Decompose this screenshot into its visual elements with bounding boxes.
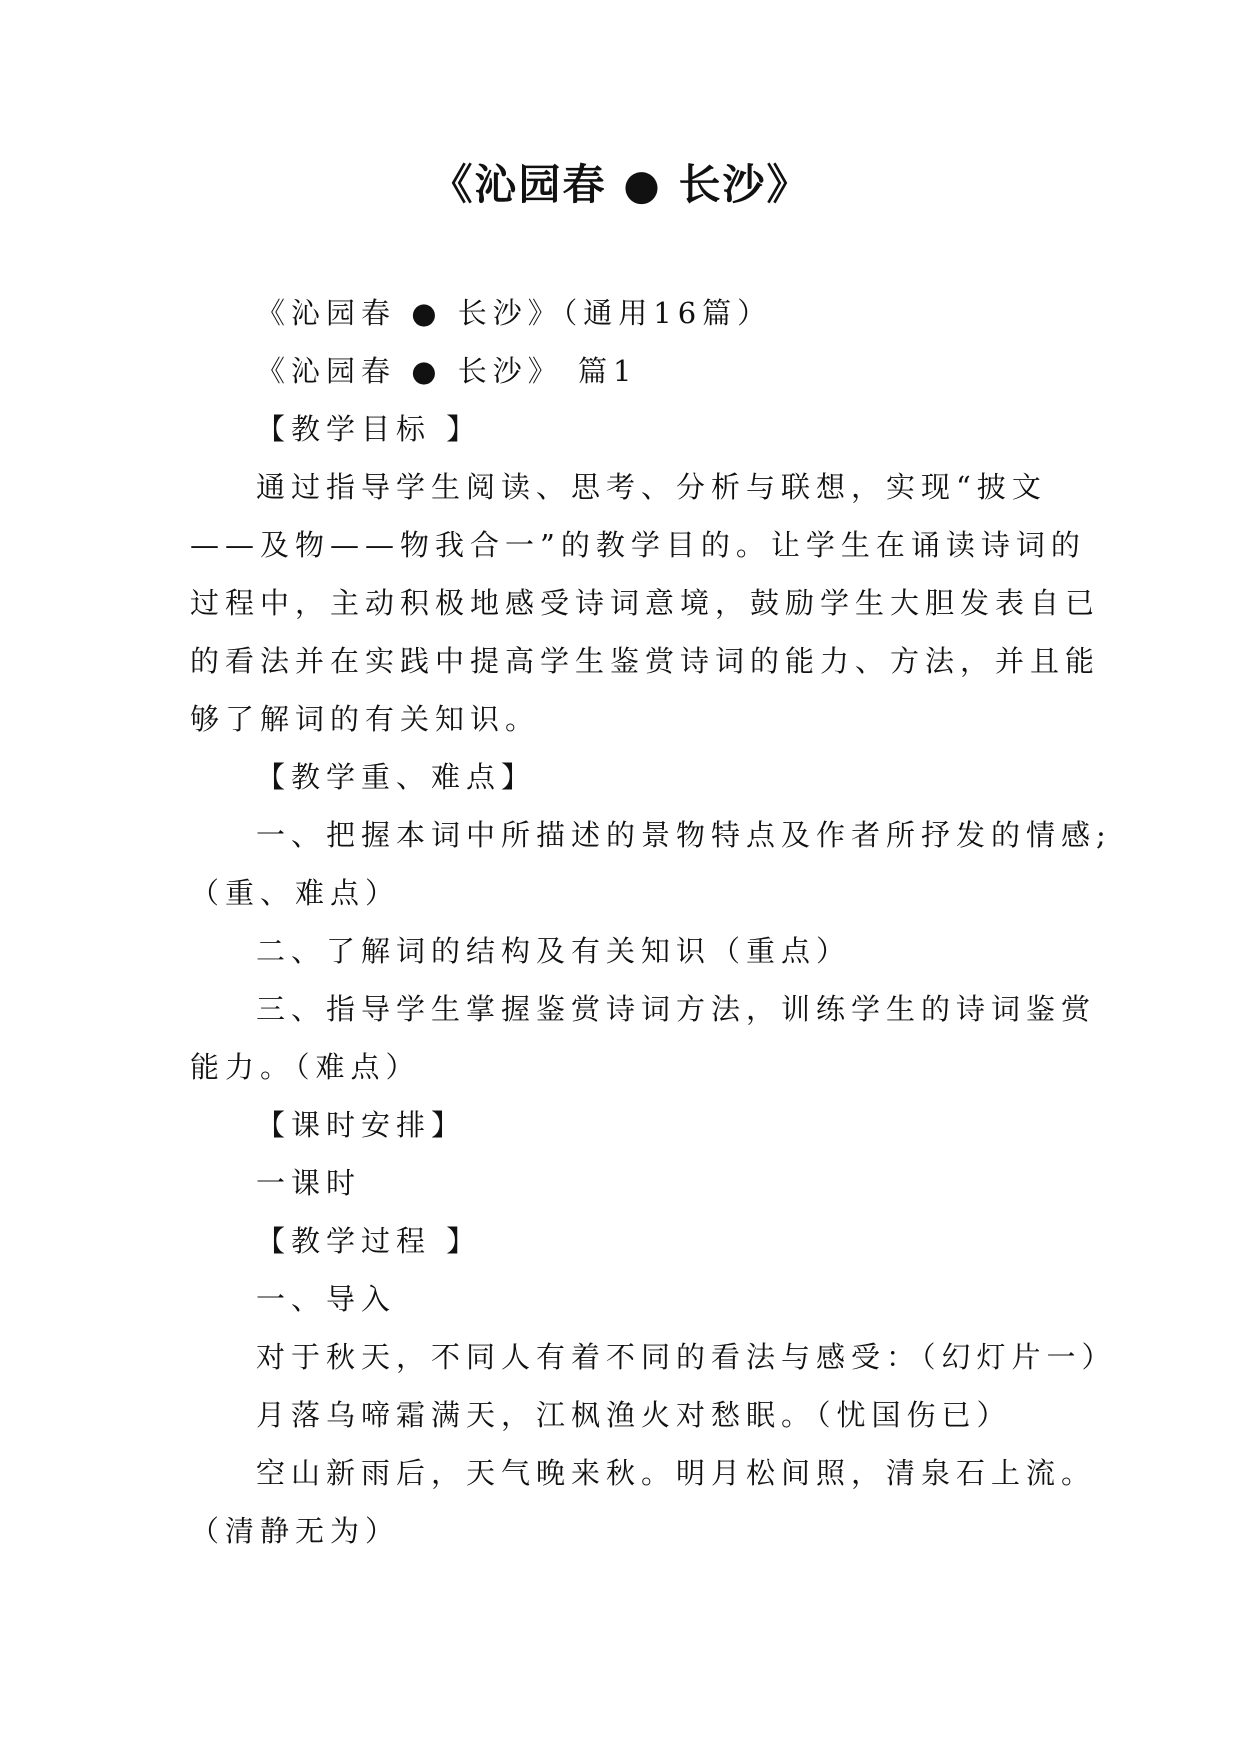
text-line: ——及物——物我合一”的教学目的。让学生在诵读诗词的 (190, 528, 1086, 562)
text-line: 一、导入 (256, 1282, 397, 1316)
text-line: 三、指导学生掌握鉴赏诗词方法，训练学生的诗词鉴赏 (256, 992, 1097, 1026)
text-line: 《沁园春 ● 长沙》 篇1 (256, 354, 638, 388)
document-title: 《沁园春 ● 长沙》 (430, 160, 811, 209)
text-line: 空山新雨后，天气晚来秋。明月松间照，清泉石上流。 (256, 1456, 1097, 1490)
text-line: 【课时安排】 (256, 1108, 467, 1142)
text-line: 二、了解词的结构及有关知识（重点） (256, 934, 852, 968)
text-line: 通过指导学生阅读、思考、分析与联想，实现“披文 (256, 470, 1047, 504)
text-line: 过程中，主动积极地感受诗词意境，鼓励学生大胆发表自已 (190, 586, 1101, 620)
text-line: 够了解词的有关知识。 (190, 702, 541, 736)
text-line: 【教学过程 】 (256, 1224, 482, 1258)
text-line: 对于秋天，不同人有着不同的看法与感受：（幻灯片一） (256, 1340, 1117, 1374)
text-line: （清静无为） (190, 1514, 401, 1548)
document-body (190, 284, 1117, 1560)
text-line: 【教学目标 】 (256, 412, 482, 446)
text-line: 【教学重、难点】 (256, 760, 537, 794)
text-line: 月落乌啼霜满天，江枫渔火对愁眠。（忧国伤已） (256, 1398, 1012, 1432)
text-line: 一、把握本词中所描述的景物特点及作者所抒发的情感; (256, 818, 1112, 852)
text-line: 能力。（难点） (190, 1050, 421, 1084)
text-line: （重、难点） (190, 876, 401, 910)
text-line: 一课时 (256, 1166, 362, 1200)
text-line: 《沁园春 ● 长沙》（通用16篇） (256, 296, 773, 330)
text-line: 的看法并在实践中提高学生鉴赏诗词的能力、方法，并且能 (190, 644, 1101, 678)
